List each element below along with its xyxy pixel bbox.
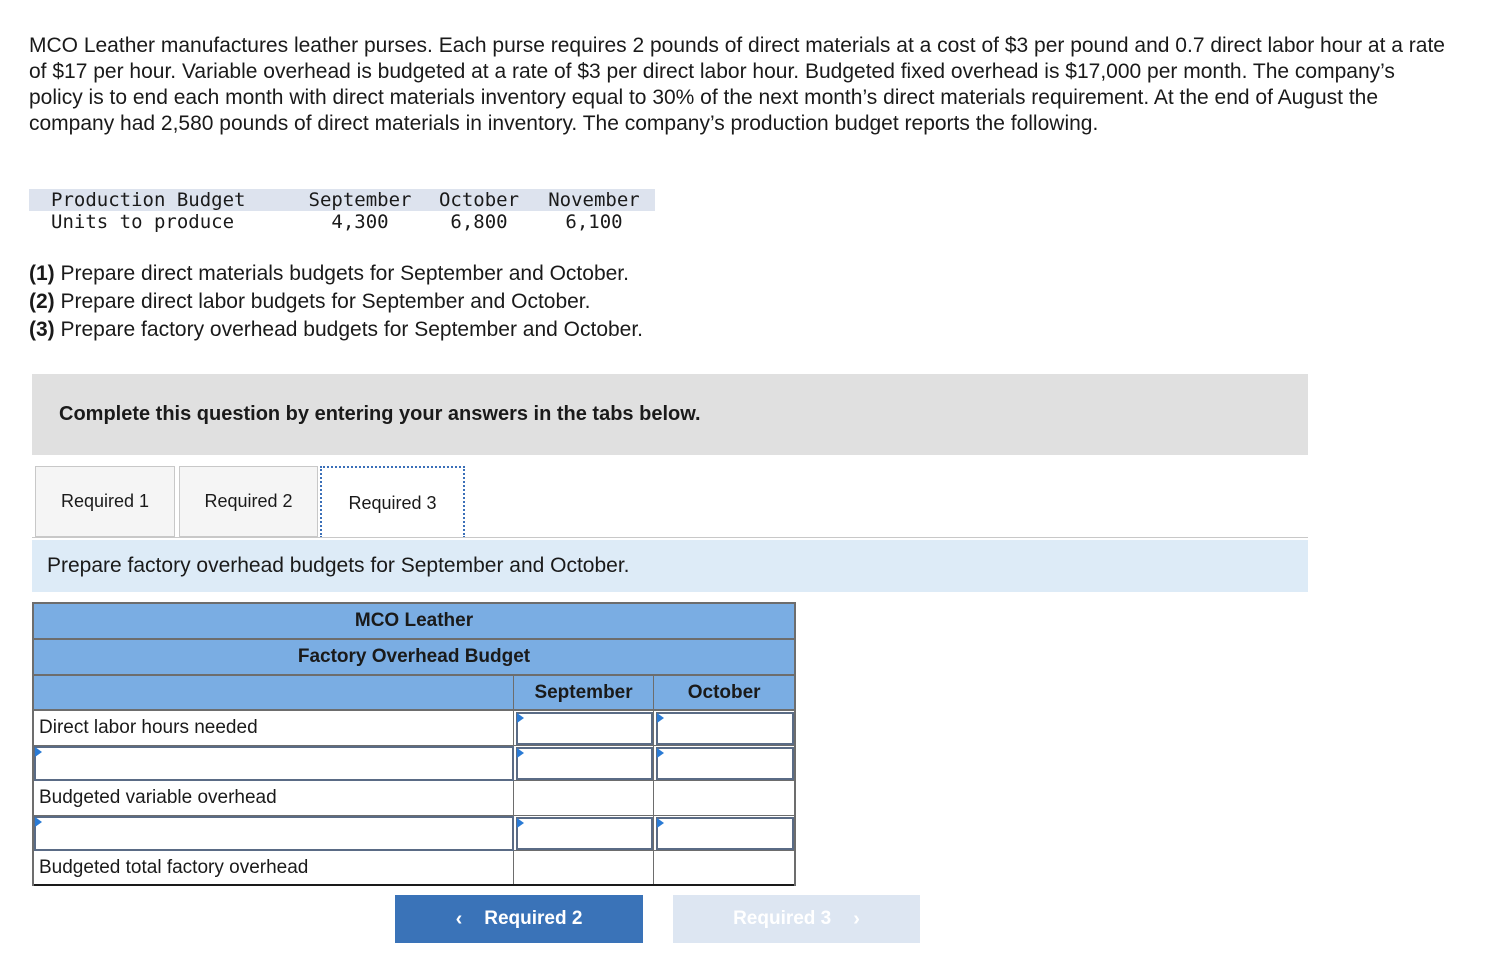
production-budget-table	[29, 189, 655, 233]
tab-required-1[interactable]: Required 1	[35, 466, 175, 537]
problem-intro-text: MCO Leather manufactures leather purses. Each purse requires 2 pounds of direct materials at a cost of $3 per pound and 0.7 direct labor hour at a rate of $17 per hour. Variable overhead is budgeted at a rate of $3 per direct labor hour. Budgeted fixed overhead is $17,000 per month. The company’s policy is to end each month with direct materials inventory equal to 30% of the next month’s direct materials requirement. At the end of August the company had 2,580 pounds of direct materials in inventory. The company’s production budget reports the following.	[29, 34, 1445, 135]
requirement-1-number: (1)	[29, 262, 55, 285]
requirement-2	[29, 288, 643, 316]
row-budgeted-total-factory-overhead	[34, 851, 794, 886]
input-row2-september[interactable]	[516, 747, 653, 780]
units-september: 4,300	[331, 211, 389, 233]
row-budgeted-variable-overhead	[34, 781, 794, 816]
direct-labor-hours-label: Direct labor hours needed	[34, 711, 514, 745]
problem-intro	[29, 33, 1449, 137]
next-required-3-button	[673, 895, 920, 943]
cell-row2-september	[514, 746, 654, 780]
requirement-3-text: Prepare factory overhead budgets for September and October.	[54, 318, 644, 341]
production-budget-header-row	[29, 189, 655, 211]
column-header-october: October	[687, 681, 761, 703]
budget-column-header-blank	[34, 676, 514, 709]
input-row2-label[interactable]	[34, 746, 514, 781]
next-button-label: Required 3	[733, 908, 832, 929]
budget-column-header-row	[34, 676, 794, 711]
requirement-1-text: Prepare direct materials budgets for September and October.	[54, 262, 629, 285]
budget-company-name: MCO Leather	[34, 604, 794, 640]
input-row4-label[interactable]	[34, 816, 514, 851]
cell-variable-overhead-october	[654, 781, 794, 815]
input-dlh-october[interactable]	[656, 712, 794, 745]
production-budget-header-october: October	[425, 189, 533, 211]
previous-required-2-button[interactable]	[395, 895, 643, 943]
budgeted-variable-overhead-label: Budgeted variable overhead	[34, 781, 514, 815]
tab-required-2[interactable]: Required 2	[179, 466, 318, 537]
units-to-produce-label: Units to produce	[51, 211, 235, 233]
budgeted-total-factory-overhead-label: Budgeted total factory overhead	[34, 851, 514, 884]
row-variable-rate	[34, 746, 794, 781]
cell-row4-october	[654, 816, 794, 850]
tab-divider	[32, 537, 1308, 538]
chevron-right-icon: ›	[853, 907, 860, 930]
previous-button-label: Required 2	[484, 908, 583, 929]
tab-instruction-text: Prepare factory overhead budgets for September and October.	[47, 554, 630, 577]
instructions-banner-text: Complete this question by entering your answers in the tabs below.	[59, 403, 701, 425]
input-row2-october[interactable]	[656, 747, 794, 780]
cell-row2-october	[654, 746, 794, 780]
chevron-left-icon: ‹	[455, 907, 463, 930]
production-budget-units-row	[29, 211, 655, 233]
instructions-banner	[32, 374, 1308, 455]
column-header-september: September	[514, 676, 655, 709]
cell-total-overhead-september	[514, 851, 654, 884]
tab-instruction	[32, 540, 1308, 592]
requirement-3	[29, 316, 643, 344]
budget-title: Factory Overhead Budget	[34, 640, 794, 676]
requirement-2-number: (2)	[29, 290, 55, 313]
units-october: 6,800	[450, 211, 508, 233]
input-row4-october[interactable]	[656, 817, 794, 850]
input-row4-september[interactable]	[516, 817, 653, 850]
production-budget-header-september: September	[295, 189, 425, 211]
cell-total-overhead-october	[654, 851, 794, 884]
cell-dlh-september	[514, 711, 654, 745]
requirements-list	[29, 260, 643, 344]
row-direct-labor-hours-needed	[34, 711, 794, 746]
requirement-1	[29, 260, 643, 288]
requirement-3-number: (3)	[29, 318, 55, 341]
cell-dlh-october	[654, 711, 794, 745]
factory-overhead-budget-table	[32, 602, 796, 886]
cell-row4-september	[514, 816, 654, 850]
production-budget-header-label: Production Budget	[29, 189, 295, 211]
row-fixed-overhead	[34, 816, 794, 851]
input-dlh-september[interactable]	[516, 712, 653, 745]
production-budget-header-november: November	[533, 189, 655, 211]
cell-variable-overhead-september	[514, 781, 654, 815]
requirement-2-text: Prepare direct labor budgets for September and October.	[54, 290, 591, 313]
units-november: 6,100	[565, 211, 623, 233]
tab-required-3[interactable]: Required 3	[320, 466, 465, 538]
